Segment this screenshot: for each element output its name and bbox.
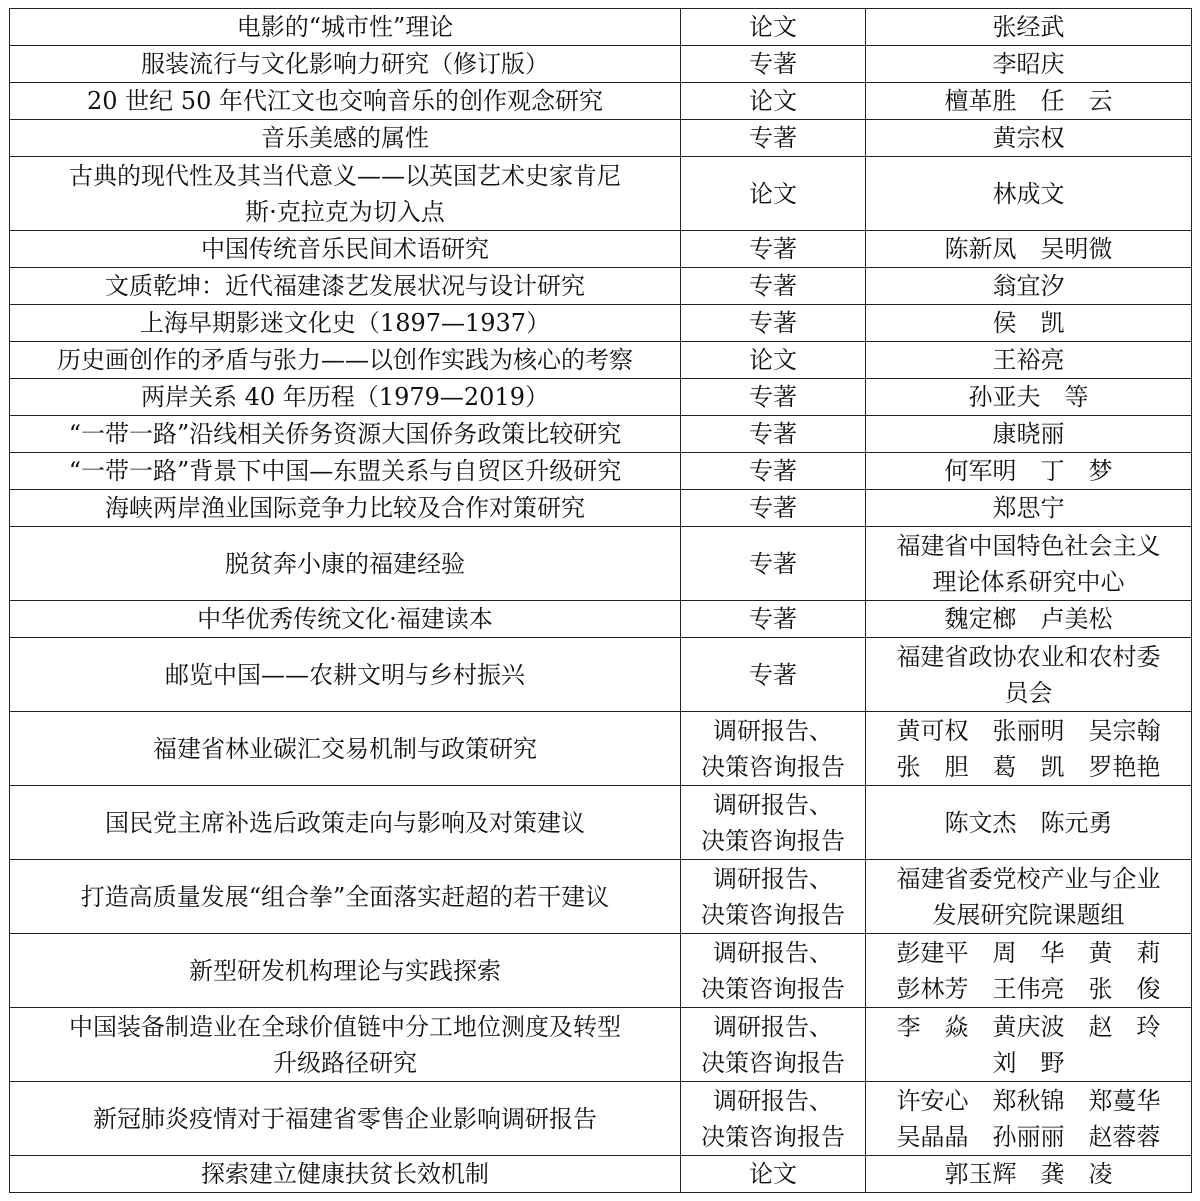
table-row bbox=[10, 379, 1192, 416]
type-cell: 调研报告、 决策咨询报告 bbox=[681, 860, 866, 934]
type-cell: 论文 bbox=[681, 157, 866, 231]
title-cell: “一带一路”背景下中国—东盟关系与自贸区升级研究 bbox=[10, 453, 681, 490]
author-cell: 陈新凤 吴明微 bbox=[866, 231, 1192, 268]
type-cell: 调研报告、 决策咨询报告 bbox=[681, 1082, 866, 1156]
title-cell: 上海早期影迷文化史（1897—1937） bbox=[10, 305, 681, 342]
type-cell: 专著 bbox=[681, 416, 866, 453]
table-row bbox=[10, 9, 1192, 46]
table-row bbox=[10, 83, 1192, 120]
type-cell: 专著 bbox=[681, 490, 866, 527]
title-cell: 中国装备制造业在全球价值链中分工地位测度及转型 升级路径研究 bbox=[10, 1008, 681, 1082]
type-cell: 调研报告、 决策咨询报告 bbox=[681, 712, 866, 786]
type-cell: 专著 bbox=[681, 305, 866, 342]
title-cell: 电影的“城市性”理论 bbox=[10, 9, 681, 46]
type-cell: 调研报告、 决策咨询报告 bbox=[681, 1008, 866, 1082]
type-cell: 论文 bbox=[681, 83, 866, 120]
author-cell: 福建省委党校产业与企业 发展研究院课题组 bbox=[866, 860, 1192, 934]
title-cell: 古典的现代性及其当代意义——以英国艺术史家肯尼 斯·克拉克为切入点 bbox=[10, 157, 681, 231]
table-row bbox=[10, 1156, 1192, 1193]
author-cell: 翁宜汐 bbox=[866, 268, 1192, 305]
author-cell: 福建省中国特色社会主义 理论体系研究中心 bbox=[866, 527, 1192, 601]
author-cell: 郭玉辉 龚 凌 bbox=[866, 1156, 1192, 1193]
author-cell: 林成文 bbox=[866, 157, 1192, 231]
type-cell: 专著 bbox=[681, 231, 866, 268]
title-cell: 福建省林业碳汇交易机制与政策研究 bbox=[10, 712, 681, 786]
type-cell: 论文 bbox=[681, 9, 866, 46]
type-cell: 专著 bbox=[681, 638, 866, 712]
author-cell: 福建省政协农业和农村委 员会 bbox=[866, 638, 1192, 712]
author-cell: 黄宗权 bbox=[866, 120, 1192, 157]
table-row bbox=[10, 416, 1192, 453]
table-row bbox=[10, 786, 1192, 860]
table-row bbox=[10, 120, 1192, 157]
table-row bbox=[10, 342, 1192, 379]
type-cell: 专著 bbox=[681, 527, 866, 601]
title-cell: 文质乾坤：近代福建漆艺发展状况与设计研究 bbox=[10, 268, 681, 305]
title-cell: 音乐美感的属性 bbox=[10, 120, 681, 157]
type-cell: 论文 bbox=[681, 342, 866, 379]
author-cell: 郑思宁 bbox=[866, 490, 1192, 527]
table-row bbox=[10, 1082, 1192, 1156]
type-cell: 专著 bbox=[681, 120, 866, 157]
title-cell: 20 世纪 50 年代江文也交响音乐的创作观念研究 bbox=[10, 83, 681, 120]
table-row bbox=[10, 934, 1192, 1008]
title-cell: 两岸关系 40 年历程（1979—2019） bbox=[10, 379, 681, 416]
type-cell: 专著 bbox=[681, 601, 866, 638]
type-cell: 专著 bbox=[681, 46, 866, 83]
table-row bbox=[10, 268, 1192, 305]
table-row bbox=[10, 157, 1192, 231]
title-cell: 打造高质量发展“组合拳”全面落实赶超的若干建议 bbox=[10, 860, 681, 934]
title-cell: 服装流行与文化影响力研究（修订版） bbox=[10, 46, 681, 83]
table-row bbox=[10, 490, 1192, 527]
author-cell: 何军明 丁 梦 bbox=[866, 453, 1192, 490]
table-body bbox=[10, 9, 1192, 1193]
title-cell: 新型研发机构理论与实践探索 bbox=[10, 934, 681, 1008]
title-cell: “一带一路”沿线相关侨务资源大国侨务政策比较研究 bbox=[10, 416, 681, 453]
table-row bbox=[10, 638, 1192, 712]
type-cell: 调研报告、 决策咨询报告 bbox=[681, 934, 866, 1008]
author-cell: 许安心 郑秋锦 郑蔓华 吴晶晶 孙丽丽 赵蓉蓉 bbox=[866, 1082, 1192, 1156]
title-cell: 历史画创作的矛盾与张力——以创作实践为核心的考察 bbox=[10, 342, 681, 379]
author-cell: 张经武 bbox=[866, 9, 1192, 46]
type-cell: 专著 bbox=[681, 379, 866, 416]
author-cell: 陈文杰 陈元勇 bbox=[866, 786, 1192, 860]
author-cell: 李昭庆 bbox=[866, 46, 1192, 83]
table-row bbox=[10, 305, 1192, 342]
author-cell: 彭建平 周 华 黄 莉 彭林芳 王伟亮 张 俊 bbox=[866, 934, 1192, 1008]
title-cell: 国民党主席补选后政策走向与影响及对策建议 bbox=[10, 786, 681, 860]
table-row bbox=[10, 453, 1192, 490]
table-row bbox=[10, 860, 1192, 934]
title-cell: 中国传统音乐民间术语研究 bbox=[10, 231, 681, 268]
table-row bbox=[10, 601, 1192, 638]
author-cell: 黄可权 张丽明 吴宗翰 张 胆 葛 凯 罗艳艳 bbox=[866, 712, 1192, 786]
table-row bbox=[10, 527, 1192, 601]
author-cell: 魏定榔 卢美松 bbox=[866, 601, 1192, 638]
title-cell: 脱贫奔小康的福建经验 bbox=[10, 527, 681, 601]
author-cell: 王裕亮 bbox=[866, 342, 1192, 379]
title-cell: 探索建立健康扶贫长效机制 bbox=[10, 1156, 681, 1193]
type-cell: 论文 bbox=[681, 1156, 866, 1193]
author-cell: 李 焱 黄庆波 赵 玲 刘 野 bbox=[866, 1008, 1192, 1082]
title-cell: 中华优秀传统文化·福建读本 bbox=[10, 601, 681, 638]
author-cell: 侯 凯 bbox=[866, 305, 1192, 342]
title-cell: 邮览中国——农耕文明与乡村振兴 bbox=[10, 638, 681, 712]
type-cell: 专著 bbox=[681, 268, 866, 305]
type-cell: 专著 bbox=[681, 453, 866, 490]
type-cell: 调研报告、 决策咨询报告 bbox=[681, 786, 866, 860]
author-cell: 康晓丽 bbox=[866, 416, 1192, 453]
table-row bbox=[10, 712, 1192, 786]
table-row bbox=[10, 46, 1192, 83]
table-row bbox=[10, 231, 1192, 268]
author-cell: 孙亚夫 等 bbox=[866, 379, 1192, 416]
title-cell: 海峡两岸渔业国际竞争力比较及合作对策研究 bbox=[10, 490, 681, 527]
awards-table bbox=[9, 8, 1192, 1193]
table-row bbox=[10, 1008, 1192, 1082]
title-cell: 新冠肺炎疫情对于福建省零售企业影响调研报告 bbox=[10, 1082, 681, 1156]
author-cell: 檀革胜 任 云 bbox=[866, 83, 1192, 120]
